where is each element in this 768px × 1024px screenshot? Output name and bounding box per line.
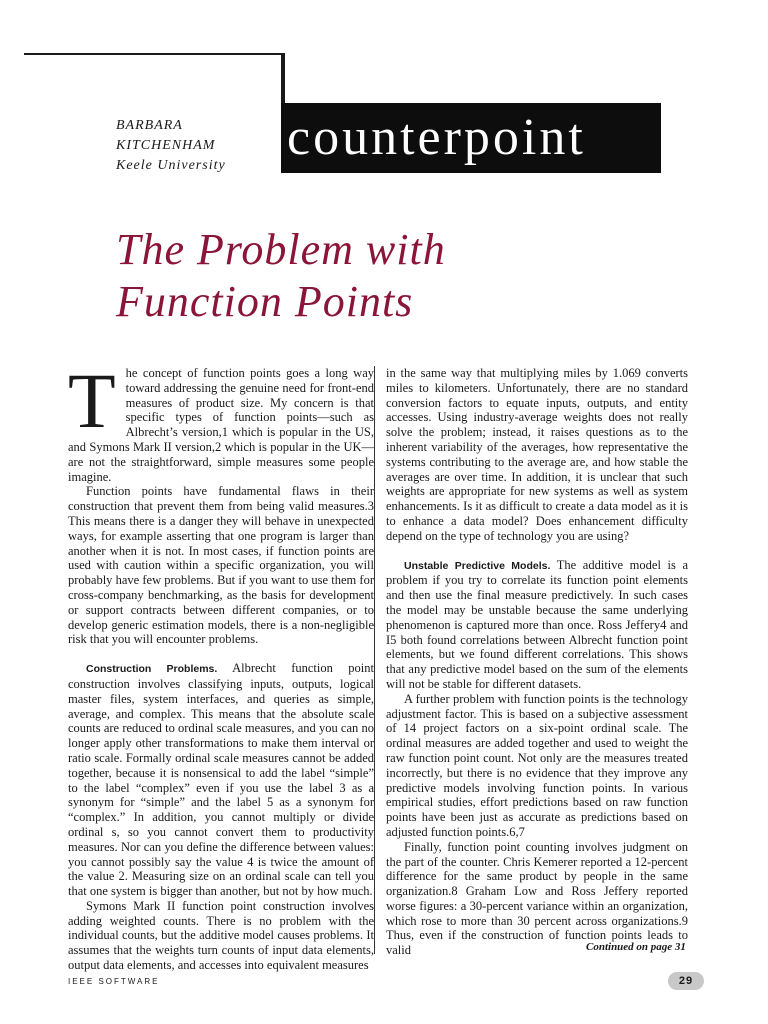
title-line-1: The Problem with — [116, 225, 446, 274]
section-heading-construction: Construction Problems. — [86, 663, 218, 676]
paragraph: Function points have fundamental flaws in their construction that prevent them from being valid measures.3 This means there is a danger they will behave in unexpected ways, for example asserting that one program is larger than another when it is not. In most cases, if function points are used with caution within a specific organization, you will probably have few problems. But if you want to use them for cross-company benchmarking, as the basis for development or support contracts between different companies, or to develop generic estimation models, there is a non-negligible risk that you will encounter problems. — [68, 484, 374, 647]
continued-note: Continued on page 31 — [586, 941, 686, 953]
paragraph — [68, 661, 374, 899]
paragraph-text: Albrecht function point construction involves classifying inputs, outputs, logical master files, system interfaces, and queries as simple, average, and complex. This means that the absolute scale counts are reduced to ordinal scale measures, and you can no longer apply other transformations to make them interval or ratio scale. Formally ordinal scale measures cannot be added together, because it is nonsensical to add the label “simple” to the label “complex” even if you use the label 3 as a synonym for “simple” and the label 5 as a synonym for “complex.” In addition, you cannot multiply or divide ordinal s, so you cannot convert them to productivity measures. Nor can you define the difference between values: you cannot possibly say the value 4 is twice the amount of the value 2. Measuring size on an ordinal scale can tell you that one system is bigger than another, but not by how much. — [68, 661, 374, 899]
byline — [116, 116, 226, 176]
paragraph: Finally, function point counting involves judgment on the part of the counter. Chris Kemerer reported a 12-percent difference for the same product by people in the same organization.8 Graham Low and Ross Jeffery reported worse figures: a 30-percent variance within an organization, which rose to more than 30 percent across organizations.9 Thus, even if the construction of function points leads to valid — [386, 839, 688, 958]
article-title — [116, 224, 446, 328]
section-banner: counterpoint — [281, 103, 661, 173]
paragraph: in the same way that multiplying miles by 1.069 converts miles to kilometers. Unfortunately, there are no standard conversion factors to equate inputs, outputs, and entity accesses. Using industry-average weights does not really solve the problem; instead, it raises questions as to the inherent variability of the averages, how representative the systems contributing to the average are, and how stable the averages are over time. In addition, it is unclear that such weights are appropriate for new systems as well as system enhancements. Is it as difficult to create a data model as it is to enhance a data model? Does enhancement difficulty depend on the type of technology you are using? — [386, 366, 688, 543]
section-heading-unstable: Unstable Predictive Models. — [404, 559, 551, 572]
left-column — [68, 357, 374, 973]
paragraph-text: he concept of function points goes a long way toward addressing the genuine need for front-end measures of product size. My concern is that specific types of function points—such as Albrecht’s version,1 which is popular in the US, and Symons Mark II version,2 which is popular in the UK—are not the straightforward, simple measures some people imagine. — [68, 366, 374, 484]
column-divider — [374, 366, 375, 954]
paragraph — [386, 558, 688, 692]
paragraph — [68, 357, 374, 484]
page-number: 29 — [668, 972, 704, 990]
author-first-name: BARBARA — [116, 118, 183, 133]
top-rule — [24, 53, 284, 55]
journal-name: IEEE SOFTWARE — [68, 977, 160, 986]
drop-cap: T — [68, 357, 116, 444]
right-column — [386, 366, 688, 958]
paragraph: A further problem with function points is the technology adjustment factor. This is based on a subjective assessment of 14 project factors on a six-point ordinal scale. The ordinal measures are added together and used to weight the raw function point count. Not only are the measures treated incorrectly, but there is no evidence that they improve any predictive models involving function points. In various empirical studies, effort predictions based on raw function points have been just as accurate as predictions based on adjusted function points.6,7 — [386, 691, 688, 839]
author-last-name: KITCHENHAM — [116, 138, 216, 153]
title-line-2: Function Points — [116, 277, 414, 326]
vertical-rule — [281, 53, 285, 103]
author-affiliation: Keele University — [116, 158, 226, 173]
paragraph: Symons Mark II function point construction involves adding weighted counts. There is no problem with the individual counts, but the additive model causes problems. It assumes that the weights turn counts of input data elements, output data elements, and accesses into equivalent measures — [68, 898, 374, 973]
paragraph-text: The additive model is a problem if you try to correlate its function point elements and then use the final measure predictively. In such cases the model may be unstable because the same underlying phenomenon is captured more than once. Ross Jeffery4 and I5 both found correlations between Albrecht function point elements, but we found different correlations. This shows that any predictive model based on the sum of the elements will not be stable for different datasets. — [386, 557, 688, 691]
